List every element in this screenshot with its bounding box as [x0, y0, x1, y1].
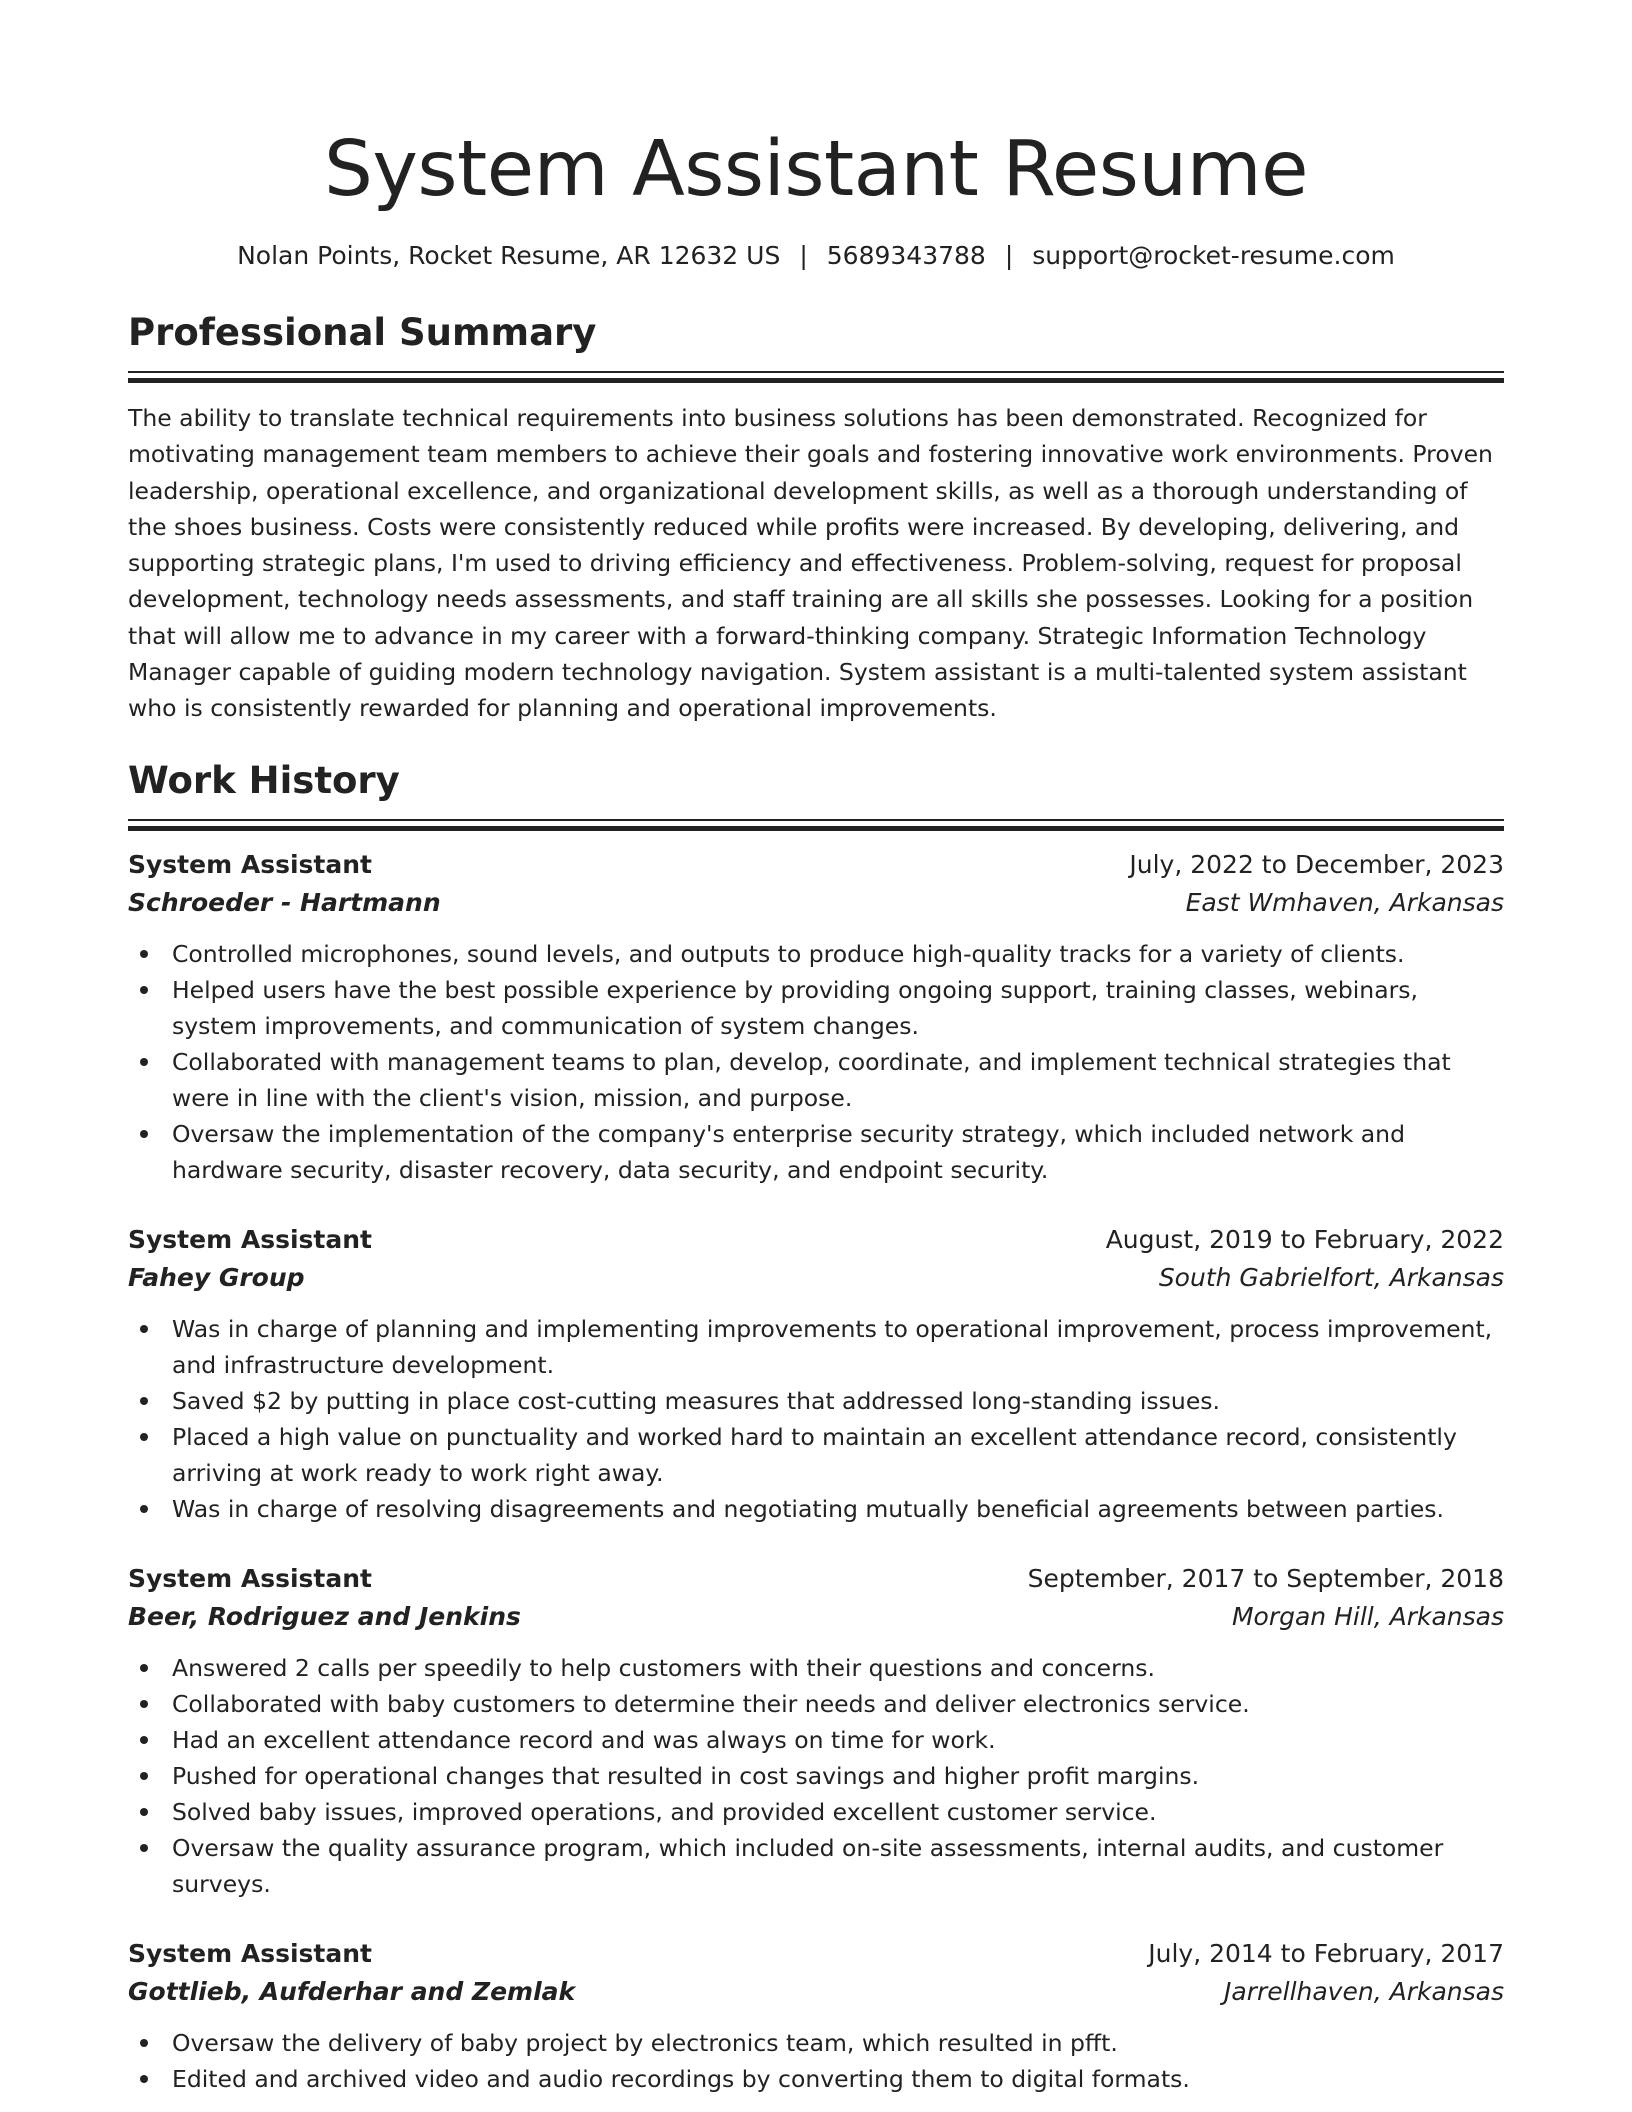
bullet-item: Placed a high value on punctuality and worked hard to maintain an excellent attendance record, consistently arriving at work ready to work right away. — [172, 1419, 1504, 1491]
bullet-item: Was in charge of planning and implementing improvements to operational improvement, process improvement, and infrastructure development. — [172, 1311, 1504, 1383]
bullet-item: Oversaw the delivery of baby project by electronics team, which resulted in pfft. — [172, 2025, 1504, 2061]
job-location: South Gabrielfort, Arkansas — [1158, 1262, 1504, 1292]
contact-separator: | — [799, 241, 808, 270]
job-bullets — [128, 936, 1504, 1188]
bullet-item: Saved $2 by putting in place cost-cutting measures that addressed long-standing issues. — [172, 1383, 1504, 1419]
job-dates: July, 2014 to February, 2017 — [1148, 1938, 1504, 1968]
contact-address: Nolan Points, Rocket Resume, AR 12632 US — [237, 241, 781, 270]
professional-summary-section — [128, 309, 1504, 727]
bullet-item: Collaborated with management teams to plan, develop, coordinate, and implement technical strategies that were in line with the client's vision, mission, and purpose. — [172, 1044, 1504, 1116]
resume-page — [128, 0, 1504, 2097]
job-company: Beer, Rodriguez and Jenkins — [128, 1601, 521, 1631]
job-company: Schroeder - Hartmann — [128, 887, 441, 917]
bullet-item: Controlled microphones, sound levels, and outputs to produce high-quality tracks for a variety of clients. — [172, 936, 1504, 972]
bullet-item: Collaborated with baby customers to determine their needs and deliver electronics service. — [172, 1686, 1504, 1722]
contact-line — [128, 239, 1504, 273]
bullet-item: Was in charge of resolving disagreements and negotiating mutually beneficial agreements between parties. — [172, 1491, 1504, 1527]
job-bullets — [128, 1650, 1504, 1902]
job-dates: September, 2017 to September, 2018 — [1027, 1563, 1504, 1593]
job-title: System Assistant — [128, 1563, 372, 1593]
job-dates: August, 2019 to February, 2022 — [1105, 1224, 1504, 1254]
section-heading: Professional Summary — [128, 311, 597, 354]
section-heading: Work History — [128, 758, 400, 802]
job-entry — [128, 1221, 1504, 1527]
bullet-item: Oversaw the implementation of the company's enterprise security strategy, which included network and hardware security, disaster recovery, data security, and endpoint security. — [172, 1116, 1504, 1188]
job-title: System Assistant — [128, 1938, 372, 1968]
resume-title: System Assistant Resume — [323, 125, 1309, 214]
bullet-item: Solved baby issues, improved operations, and provided excellent customer service. — [172, 1794, 1504, 1830]
bullet-item: Pushed for operational changes that resulted in cost savings and higher profit margins. — [172, 1758, 1504, 1794]
contact-phone: 5689343788 — [826, 241, 986, 270]
work-history-section — [128, 757, 1504, 2097]
bullet-item: Answered 2 calls per speedily to help customers with their questions and concerns. — [172, 1650, 1504, 1686]
section-divider — [128, 371, 1504, 382]
job-company: Gottlieb, Aufderhar and Zemlak — [128, 1976, 576, 2006]
bullet-item: Oversaw the quality assurance program, which included on-site assessments, internal audits, and customer surveys. — [172, 1830, 1504, 1902]
summary-text: The ability to translate technical requirements into business solutions has been demonstrated. Recognized for motivating management team members to achieve their goals and fostering innovative work environments. Proven leadership, operational excellence, and organizational development skills, as well as a thorough understanding of the shoes business. Costs were consistently reduced while profits were increased. By developing, delivering, and supporting strategic plans, I'm used to driving efficiency and effectiveness. Problem-solving, request for proposal development, technology needs assessments, and staff training are all skills she possesses. Looking for a position that will allow me to advance in my career with a forward-thinking company. Strategic Information Technology Manager capable of guiding modern technology navigation. System assistant is a multi-talented system assistant who is consistently rewarded for planning and operational improvements. — [128, 404, 1493, 723]
section-divider — [128, 819, 1504, 830]
job-entry — [128, 1560, 1504, 1902]
job-entry — [128, 1935, 1504, 2097]
bullet-item: Had an excellent attendance record and was always on time for work. — [172, 1722, 1504, 1758]
contact-email: support@rocket-resume.com — [1032, 241, 1395, 270]
bullet-item: Edited and archived video and audio recordings by converting them to digital formats. — [172, 2061, 1504, 2097]
job-entry — [128, 846, 1504, 1188]
job-bullets — [128, 2025, 1504, 2097]
contact-separator: | — [1004, 241, 1014, 270]
job-location: Jarrellhaven, Arkansas — [1224, 1976, 1504, 2006]
job-location: East Wmhaven, Arkansas — [1185, 887, 1504, 917]
job-title: System Assistant — [128, 1224, 372, 1254]
bullet-item: Helped users have the best possible experience by providing ongoing support, training classes, webinars, system improvements, and communication of system changes. — [172, 972, 1504, 1044]
job-title: System Assistant — [128, 849, 372, 879]
job-location: Morgan Hill, Arkansas — [1231, 1601, 1504, 1631]
job-company: Fahey Group — [128, 1262, 305, 1292]
job-dates: July, 2022 to December, 2023 — [1129, 849, 1504, 879]
job-bullets — [128, 1311, 1504, 1527]
